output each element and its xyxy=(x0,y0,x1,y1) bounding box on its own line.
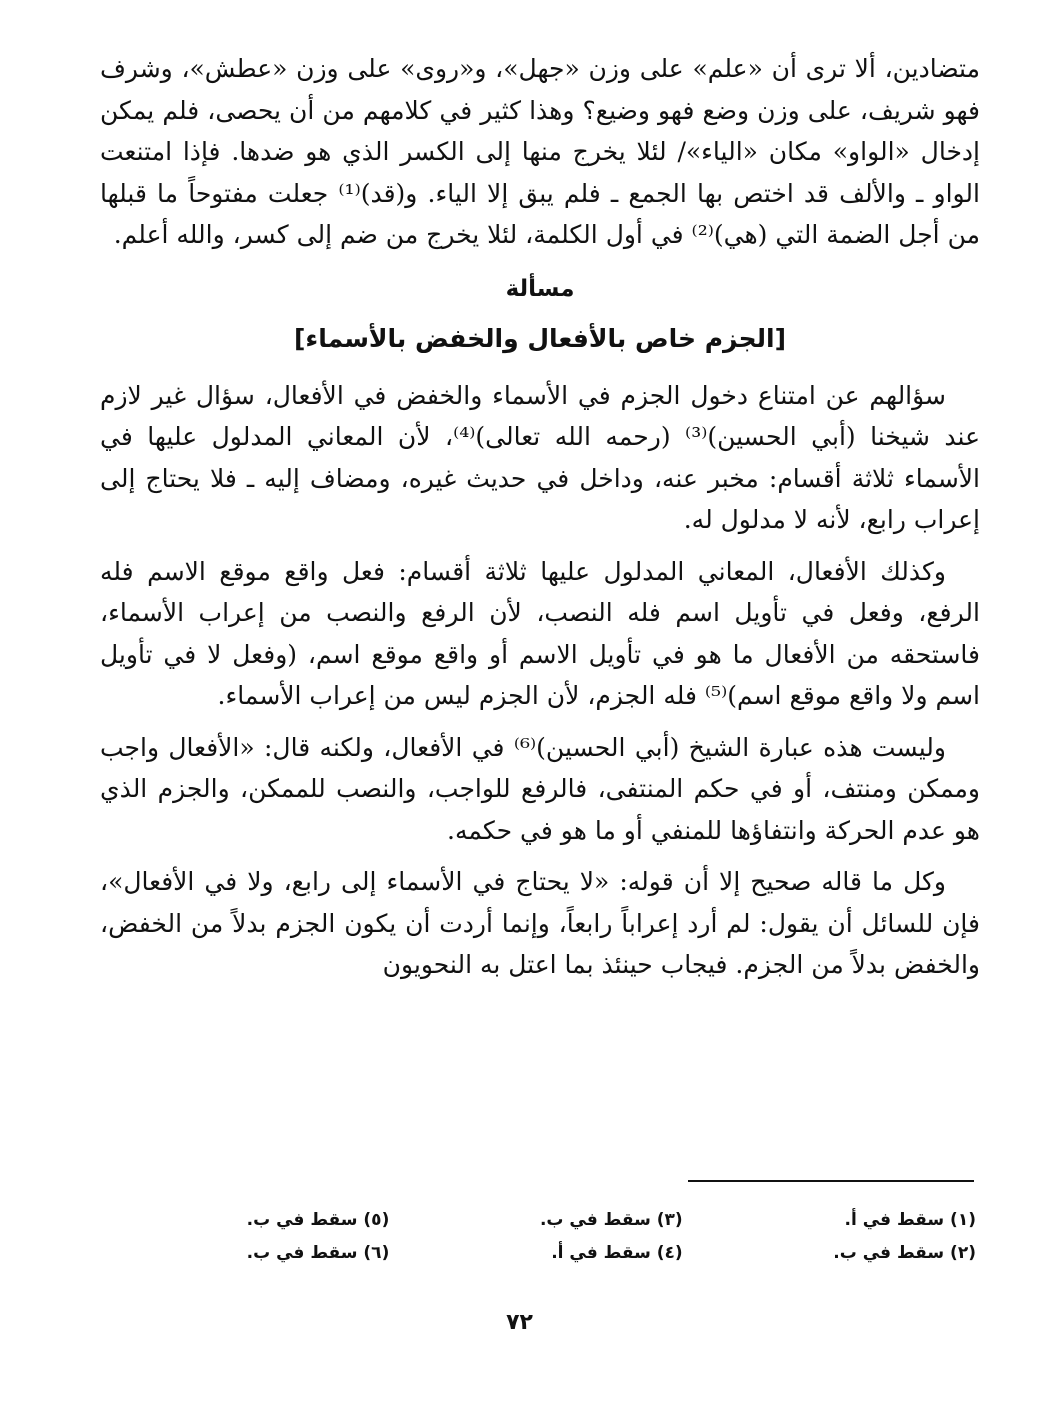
footnote: (١) سقط في أ. xyxy=(844,1210,976,1230)
paragraph-5: وكل ما قاله صحيح إلا أن قوله: «لا يحتاج في الأسماء إلى رابع، ولا في الأفعال»، فإن للسائل أن يقول: لم أرد إعراباً رابعاً، وإنما أردت أن يكون الجزم بدلاً من الخفض، والخفض بدلاً من الجزم. فيجاب حينئذ بما اعتل به النحويون xyxy=(100,867,980,979)
page-number: ٧٢ xyxy=(506,1310,533,1335)
section-title: [الجزم خاص بالأفعال والخفض بالأسماء] xyxy=(293,323,787,353)
paragraph-1: متضادين، ألا ترى أن «علم» على وزن «جهل»، و«روى» على وزن «عطش»، وشرف فهو شريف، على وزن وضع فهو وضيع؟ وهذا كثير في كلامهم من أن يحصى، فلم يمكن إدخال «الواو» مكان «الياء»/ لئلا يخرج منها إلى الكسر الذي هو ضدها. فإذا امتنعت الواو ـ والألف قد اختص بها الجمع ـ فلم يبق إلا الياء. و(قد)⁽¹⁾ جعلت مفتوحاً ما قبلها من أجل الضمة التي (هي)⁽²⁾ في أول الكلمة، لئلا يخرج من ضم إلى كسر، والله أعلم. xyxy=(100,54,980,249)
footnote: (٦) سقط في ب. xyxy=(246,1243,390,1263)
paragraph-2: سؤالهم عن امتناع دخول الجزم في الأسماء والخفض في الأفعال، سؤال غير لازم عند شيخنا (أبي الحسين)⁽³⁾ (رحمه الله تعالى)⁽⁴⁾، لأن المعاني المدلول عليها في الأسماء ثلاثة أقسام: مخبر عنه، وداخل في حديث غيره، ومضاف إليه ـ فلا يحتاج إلى إعراب رابع، لأنه لا مدلول له. xyxy=(100,380,980,534)
footnotes xyxy=(100,1210,980,1276)
footnote: (٢) سقط في ب. xyxy=(833,1243,976,1263)
section-label: مسألة xyxy=(505,275,575,302)
paragraph-3: وكذلك الأفعال، المعاني المدلول عليها ثلاثة أقسام: فعل واقع موقع الاسم فله الرفع، وفعل في تأويل اسم فله النصب، لأن الرفع والنصب من إعراب الأسماء، فاستحقه من الأفعال ما هو في تأويل الاسم أو واقع موقع اسم، (وفعل لا في تأويل اسم ولا واقع موقع اسم)⁽⁵⁾ فله الجزم، لأن الجزم ليس من إعراب الأسماء. xyxy=(100,556,980,710)
footnote: (٣) سقط في ب. xyxy=(539,1210,683,1230)
page-body xyxy=(100,48,980,986)
footnote: (٤) سقط في أ. xyxy=(551,1243,683,1263)
paragraph-4: وليست هذه عبارة الشيخ (أبي الحسين)⁽⁶⁾ في الأفعال، ولكنه قال: «الأفعال واجب وممكن ومنتف، أو في حكم المنتفى، فالرفع للواجب، والنصب للممكن، والجزم الذي هو عدم الحركة وانتفاؤها للمنفي أو ما هو في حكمه. xyxy=(100,732,980,845)
footnote-divider xyxy=(688,1180,974,1182)
footnote: (٥) سقط في ب. xyxy=(246,1210,390,1230)
